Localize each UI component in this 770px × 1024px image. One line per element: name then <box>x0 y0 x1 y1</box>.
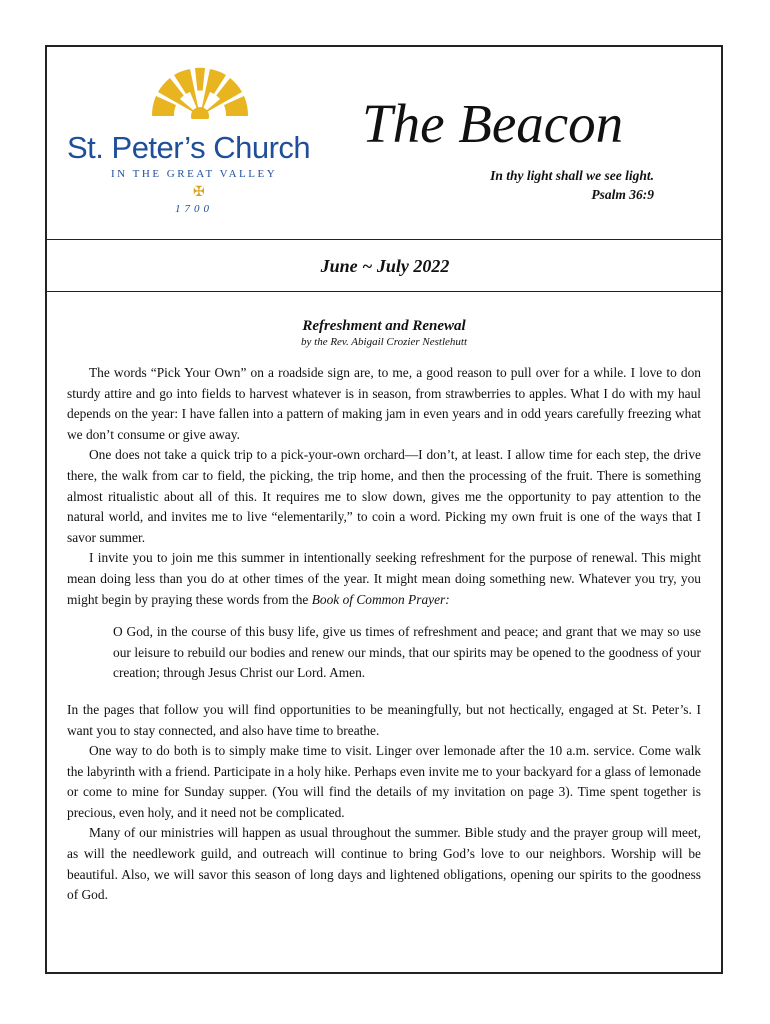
article-title: Refreshment and Renewal <box>302 318 466 334</box>
issue-date: June ~ July 2022 <box>320 256 450 276</box>
paragraph: In the pages that follow you will find opportunities to be meaningfully, but not hectically, engaged at St. Peter’s. I want you to stay connected, and also have time to breathe. <box>67 701 701 738</box>
sunburst-fan-icon <box>150 64 250 119</box>
paragraph: One does not take a quick trip to a pick-your-own orchard—I don’t, at least. I allow time for each step, the drive there, the walk from car to field, the picking, the trip home, and then the processing of the fruit. There is something almost ritualistic about all of this. It requires me to slow down, gives me the opportunity to pay attention to the natural world, and invites me to live “elementarily,” to coin a word. Picking my own fruit is one of the ways that I savor summer. <box>67 447 701 545</box>
motto-citation: Psalm 36:9 <box>591 187 654 202</box>
prayer-quote: O God, in the course of this busy life, give us times of refreshment and peace; and grant that we may so use our leisure to rebuild our bodies and renew our minds, that our spirits may be opened to the goodness of your creation; through Jesus Christ our Lord. Amen. <box>113 624 701 681</box>
paragraph: The words “Pick Your Own” on a roadside sign are, to me, a good reason to pull over for a while. I love to don sturdy attire and go into fields to harvest whatever is in season, from strawberries to apples. What I do with my haul depends on the year: I have fallen into a pattern of making jam in even years and in odd years carefully freezing what we don’t consume or give away. <box>67 365 701 442</box>
cross-icon: ✠ <box>193 185 205 200</box>
paragraph-text: I invite you to join me this summer in intentionally seeking refreshment for the purpose of renewal. This might mean doing less than you do at other times of the year. It might mean doing something new. Whatever you try, you might begin by praying these words from the <box>67 550 701 607</box>
church-name: St. Peter’s Church <box>67 130 311 165</box>
church-subtitle: IN THE GREAT VALLEY <box>111 168 278 180</box>
article <box>67 317 701 906</box>
masthead-motto <box>490 166 654 204</box>
article-byline: by the Rev. Abigail Crozier Nestlehutt <box>301 336 467 348</box>
paragraph: Many of our ministries will happen as usual throughout the summer. Bible study and the prayer group will meet, as will the needlework guild, and outreach will continue to bring God’s love to our neighbors. Worship will be beautiful. Also, we will savor this season of long days and lightened obligations, opening our spirits to the goodness of God. <box>67 825 701 903</box>
church-year: 1700 <box>175 203 213 215</box>
paragraph <box>67 548 701 610</box>
book-title: Book of Common Prayer: <box>311 591 450 607</box>
motto-text: In thy light shall we see light. <box>490 168 654 183</box>
church-logo <box>65 62 335 222</box>
paragraph: One way to do both is to simply make time to visit. Linger over lemonade after the 10 a.m. service. Come walk the labyrinth with a friend. Participate in a holy hike. Perhaps even invite me to your backyard for a glass of lemonade or come to mine for Sunday supper. (You will find the details of my invitation on page 3). Time spent together is precious, even holy, and it need not be complicated. <box>67 743 702 820</box>
newsletter-title: The Beacon <box>362 93 624 154</box>
